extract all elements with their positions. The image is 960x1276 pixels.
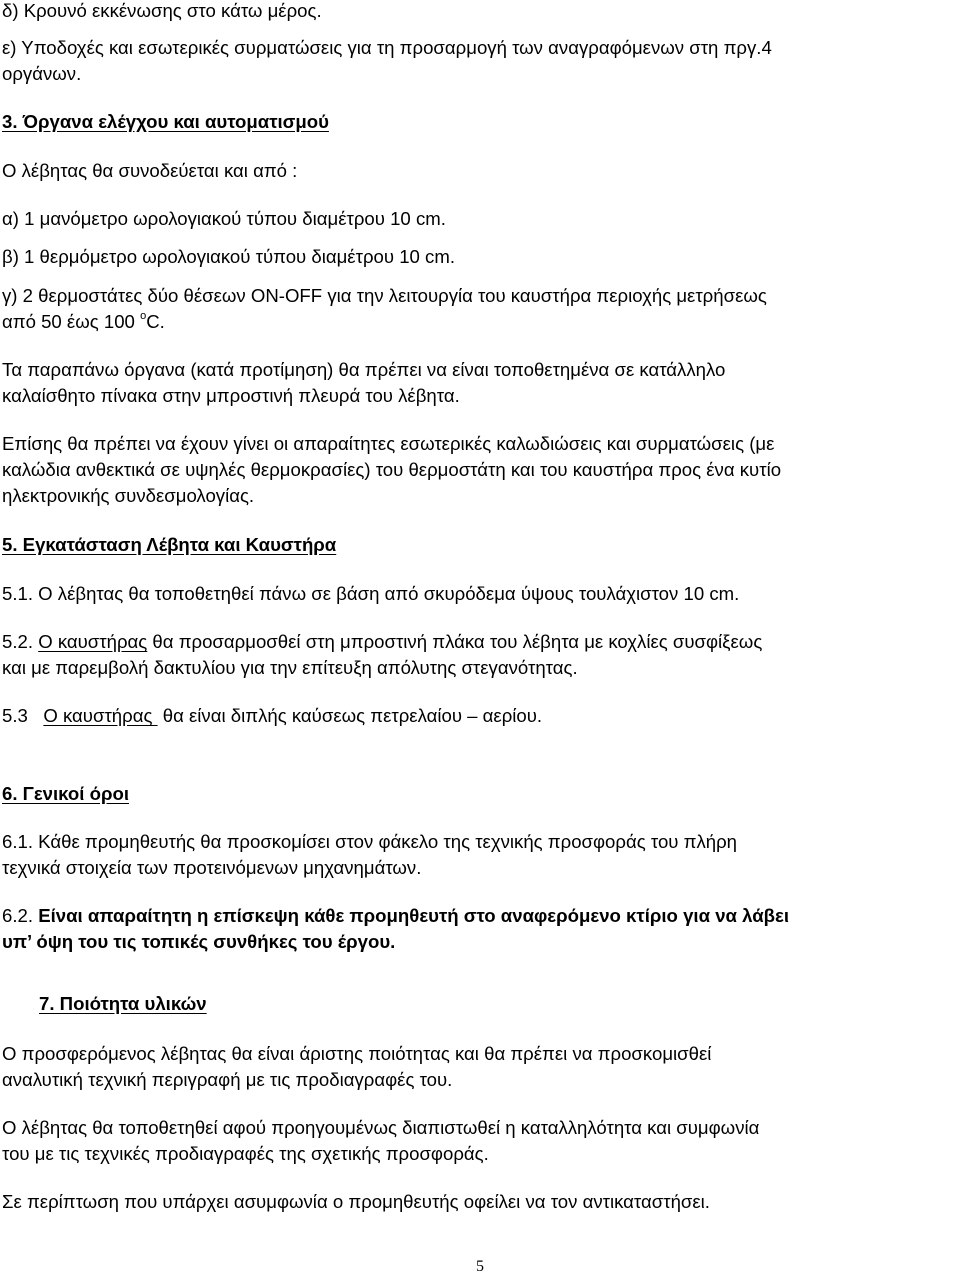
- item-5-2-line1: 5.2. Ο καυστήρας θα προσαρμοσθεί στη μπροστινή πλάκα του λέβητα με κοχλίες συσφίξεως: [2, 631, 763, 652]
- item-beta: β) 1 θερμόμετρο ωρολογιακού τύπου διαμέτρου 10 cm.: [2, 246, 455, 267]
- paragraph-wiring-3: ηλεκτρονικής συνδεσμολογίας.: [2, 485, 255, 506]
- item-5-1: 5.1. Ο λέβητας θα τοποθετηθεί πάνω σε βάση από σκυρόδεμα ύψους τουλάχιστον 10 cm.: [2, 583, 740, 604]
- item-5-2-line2: και με παρεμβολή δακτυλίου για την επίτευξη απόλυτης στεγανότητας.: [2, 657, 578, 678]
- item-e-line2: οργάνων.: [2, 63, 82, 84]
- item-gamma-line2: από 50 έως 100 $^o$C.: [2, 310, 165, 332]
- item-e-line1: ε) Υποδοχές και εσωτερικές συρματώσεις για τη προσαρμογή των αναγραφόμενων στη πργ.4: [2, 37, 772, 58]
- degree-superscript: ο: [140, 310, 147, 322]
- paragraph-instruments-1: Τα παραπάνω όργανα (κατά προτίμηση) θα πρέπει να είναι τοποθετημένα σε κατάλληλο: [2, 359, 726, 380]
- item-gamma-line1: γ) 2 θερμοστάτες δύο θέσεων ON-OFF για την λειτουργία του καυστήρα περιοχής μετρήσεως: [2, 285, 767, 306]
- section-3-heading: 3. Όργανα ελέγχου και αυτοματισμού: [2, 111, 329, 132]
- paragraph-installation-2: του με τις τεχνικές προδιαγραφές της σχετικής προσφοράς.: [2, 1143, 489, 1164]
- section-5-heading: 5. Εγκατάσταση Λέβητα και Καυστήρα: [2, 534, 337, 555]
- item-5-3: 5.3 Ο καυστήρας θα είναι διπλής καύσεως πετρελαίου – αερίου.: [2, 705, 543, 726]
- paragraph-wiring-2: καλώδια ανθεκτικά σε υψηλές θερμοκρασίες) του θερμοστάτη και του καυστήρα προς ένα κυτίο: [2, 459, 782, 480]
- paragraph-quality-1: Ο προσφερόμενος λέβητας θα είναι άριστης ποιότητας και θα πρέπει να προσκομισθεί: [2, 1043, 712, 1064]
- item-6-2-line2: υπ’ όψη του τις τοπικές συνθήκες του έργου.: [2, 931, 396, 952]
- paragraph-wiring-1: Επίσης θα πρέπει να έχουν γίνει οι απαραίτητες εσωτερικές καλωδιώσεις και συρματώσεις (με: [2, 433, 775, 454]
- section-6-heading: 6. Γενικοί όροι: [2, 783, 130, 804]
- item-6-2-line1: 6.2. Είναι απαραίτητη η επίσκεψη κάθε προμηθευτή στο αναφερόμενο κτίριο για να λάβει: [2, 905, 790, 926]
- item-6-1-line2: τεχνικά στοιχεία των προτεινόμενων μηχανημάτων.: [2, 857, 422, 878]
- paragraph-replacement: Σε περίπτωση που υπάρχει ασυμφωνία ο προμηθευτής οφείλει να τον αντικαταστήσει.: [2, 1191, 710, 1212]
- item-d: δ) Κρουνό εκκένωσης στο κάτω μέρος.: [2, 0, 322, 21]
- paragraph-installation-1: Ο λέβητας θα τοποθετηθεί αφού προηγουμένως διαπιστωθεί η καταλληλότητα και συμφωνία: [2, 1117, 760, 1138]
- paragraph-quality-2: αναλυτική τεχνική περιγραφή με τις προδιαγραφές του.: [2, 1069, 453, 1090]
- item-6-1-line1: 6.1. Κάθε προμηθευτής θα προσκομίσει στον φάκελο της τεχνικής προσφοράς του πλήρη: [2, 831, 737, 852]
- section-7-heading: 7. Ποιότητα υλικών: [39, 993, 207, 1014]
- paragraph-instruments-2: καλαίσθητο πίνακα στην μπροστινή πλευρά του λέβητα.: [2, 385, 460, 406]
- page-number: 5: [476, 1258, 484, 1275]
- section-3-intro: Ο λέβητας θα συνοδεύεται και από :: [2, 160, 298, 181]
- item-alpha: α) 1 μανόμετρο ωρολογιακού τύπου διαμέτρου 10 cm.: [2, 208, 446, 229]
